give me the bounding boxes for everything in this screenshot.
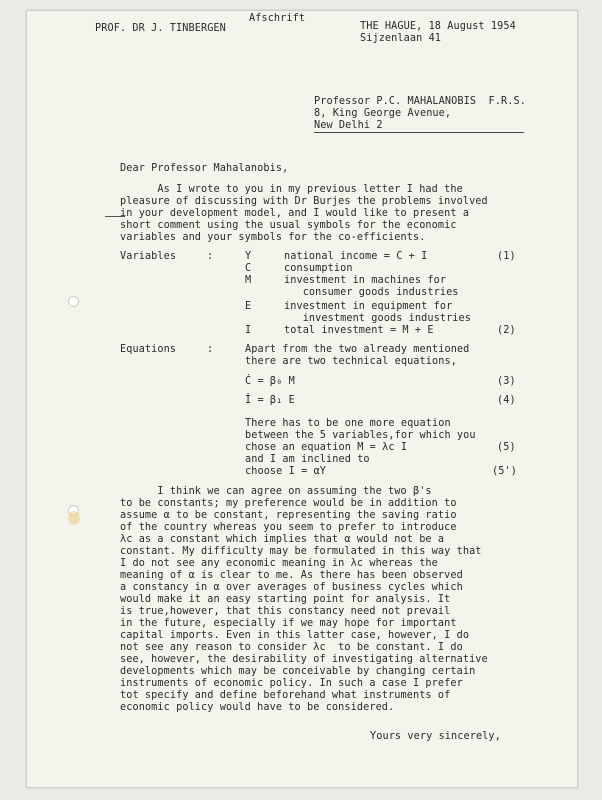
body-line: of the country whereas you seem to prefer to introduce — [120, 522, 457, 533]
intro-line: in your development model, and I would like to present a — [120, 208, 470, 219]
variable-symbol: Y — [245, 251, 252, 262]
sender-street: Sijzenlaan 41 — [360, 33, 442, 44]
variable-desc: consumption — [284, 263, 353, 274]
intro-line: variables and your symbols for the co-efficients. — [120, 232, 426, 243]
body-line: economic policy would have to be considered. — [120, 702, 395, 713]
variable-desc: consumer goods industries — [284, 287, 459, 298]
equation-text: Ċ = β₀ M — [245, 376, 295, 387]
equations-intro: Apart from the two already mentioned — [245, 344, 470, 355]
equation-number: (3) — [497, 376, 516, 387]
body-line: λc as a constant which implies that α would not be a — [120, 534, 445, 545]
variable-symbol: C — [245, 263, 252, 274]
sender-name: PROF. DR J. TINBERGEN — [95, 23, 226, 34]
variable-desc: total investment = M + E — [284, 325, 434, 336]
place-date: THE HAGUE, 18 August 1954 — [360, 21, 516, 32]
equation-number: (2) — [497, 325, 516, 336]
intro-line: pleasure of discussing with Dr Burjes the problems involved — [120, 196, 488, 207]
equation-text: between the 5 variables,for which you — [245, 430, 476, 441]
intro-line: short comment using the usual symbols for the economic — [120, 220, 457, 231]
variables-label: Variables — [120, 251, 177, 262]
equations-colon: : — [207, 344, 214, 355]
body-line: not see any reason to consider λc to be constant. I do — [120, 642, 463, 653]
salutation: Dear Professor Mahalanobis, — [120, 163, 289, 174]
body-line: developments which may be conceivable by changing certain — [120, 666, 476, 677]
body-line: assume α to be constant, representing the saving ratio — [120, 510, 457, 521]
body-line: in the future, especially if we may hope for important — [120, 618, 457, 629]
body-line: meaning of α is clear to me. As there has been observed — [120, 570, 463, 581]
body-line: would make it an easy starting point for analysis. It — [120, 594, 451, 605]
body-line: to be constants; my preference would be in addition to — [120, 498, 457, 509]
body-line: a constancy in α over averages of business cycles which — [120, 582, 463, 593]
closing: Yours very sincerely, — [370, 731, 501, 742]
equation-text: and I am inclined to — [245, 454, 370, 465]
equation-number: (5') — [492, 466, 517, 477]
equation-number: (4) — [497, 395, 516, 406]
copy-label: Afschrift — [249, 13, 306, 24]
variable-symbol: M — [245, 275, 252, 286]
body-line: instruments of economic policy. In such a case I prefer — [120, 678, 463, 689]
equation-number: (1) — [497, 251, 516, 262]
equation-number: (5) — [497, 442, 516, 453]
equation-text: There has to be one more equation — [245, 418, 451, 429]
addressee-name: Professor P.C. MAHALANOBIS F.R.S. — [314, 96, 526, 107]
variable-desc: investment in machines for — [284, 275, 447, 286]
addressee-street: 8, King George Avenue, — [314, 108, 452, 119]
variable-symbol: E — [245, 301, 252, 312]
equations-label: Equations — [120, 344, 177, 355]
address-underline — [314, 132, 524, 133]
body-line: see, however, the desirability of investigating alternative — [120, 654, 488, 665]
body-line: is true,however, that this constancy need not prevail — [120, 606, 451, 617]
body-line: I think we can agree on assuming the two β's — [120, 486, 432, 497]
body-line: I do not see any economic meaning in λc whereas the — [120, 558, 438, 569]
addressee-city: New Delhi 2 — [314, 120, 383, 131]
body-line: tot specify and define beforehand what instruments of — [120, 690, 451, 701]
variable-desc: investment in equipment for — [284, 301, 453, 312]
paper-stain — [68, 511, 80, 525]
body-line: constant. My difficulty may be formulated in this way that — [120, 546, 482, 557]
body-line: capital imports. Even in this latter case, however, I do — [120, 630, 470, 641]
equation-text: choose I = αY — [245, 466, 327, 477]
variable-symbol: I — [245, 325, 252, 336]
variable-desc: national income = C + I — [284, 251, 428, 262]
variable-desc: investment goods industries — [284, 313, 472, 324]
equation-text: chose an equation M = λc I — [245, 442, 408, 453]
equation-text: İ = β₁ E — [245, 395, 295, 406]
punch-hole-top — [68, 296, 79, 307]
equations-intro: there are two technical equations, — [245, 356, 457, 367]
intro-line: As I wrote to you in my previous letter I had the — [120, 184, 463, 195]
letter-page — [26, 10, 578, 788]
variables-colon: : — [207, 251, 214, 262]
